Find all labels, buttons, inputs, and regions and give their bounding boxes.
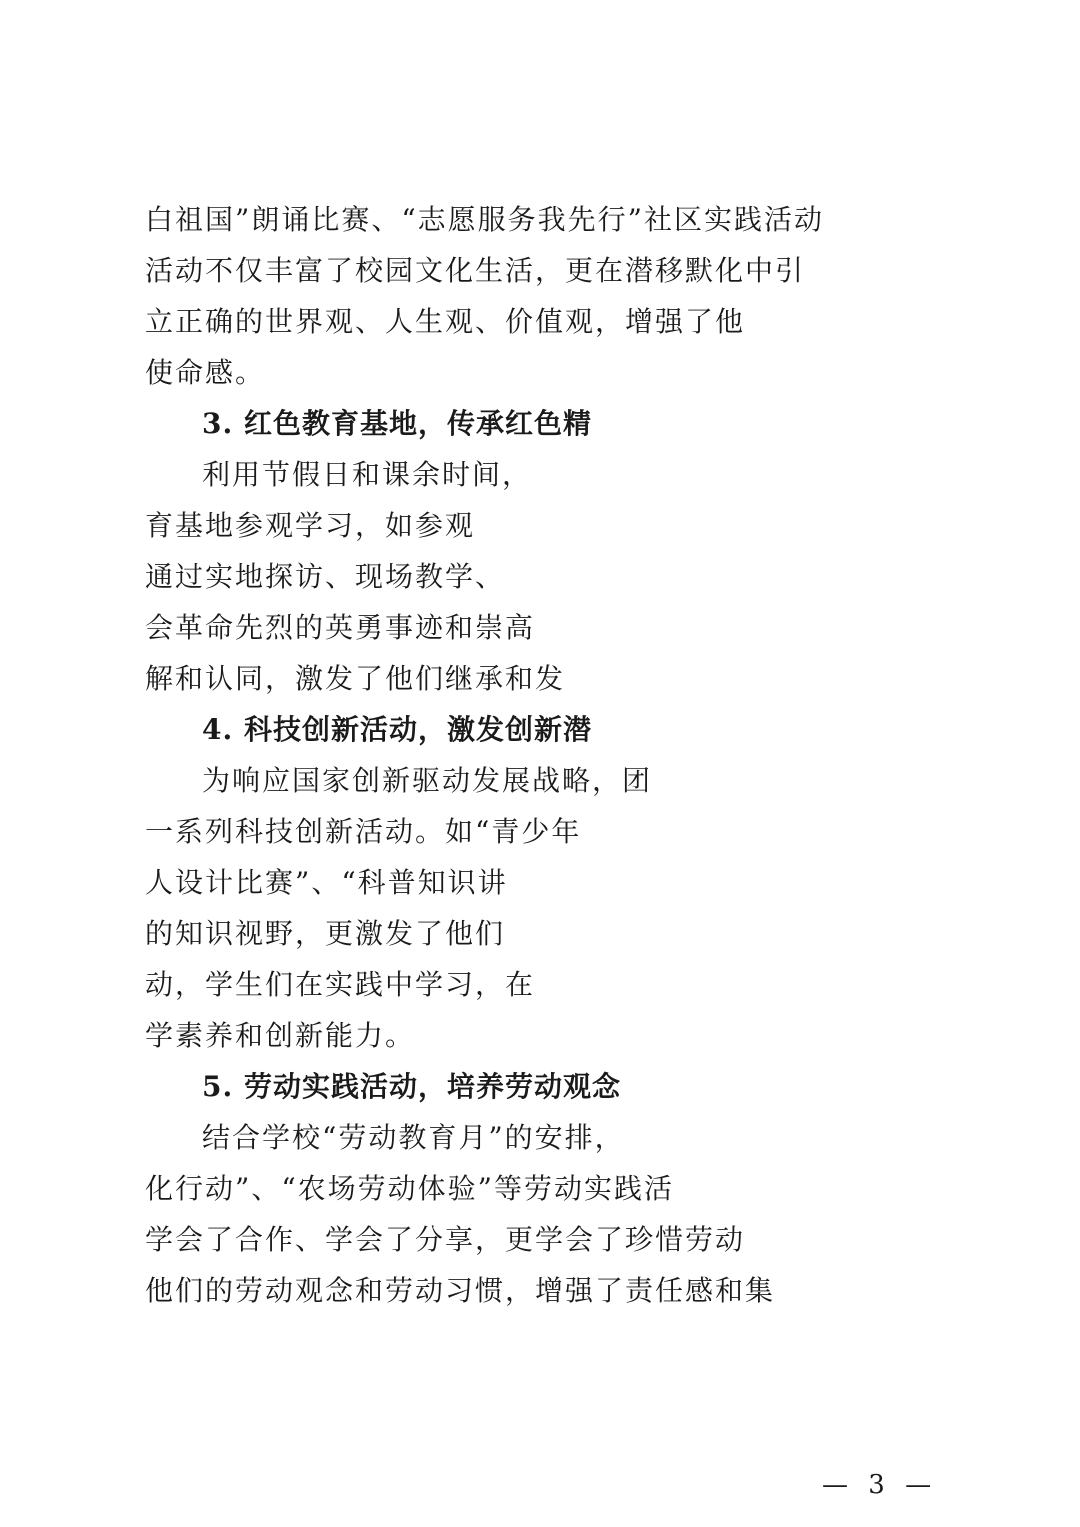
paragraph-line: 育基地参观学习，如参观 [145,509,476,542]
page-number: — 3 — [822,1470,938,1500]
paragraph-line: 为响应国家创新驱动发展战略，团 [202,764,653,797]
section-heading-4: 4. 科技创新活动，激发创新潜 [202,713,592,746]
paragraph-line: 会革命先烈的英勇事迹和崇高 [145,611,536,644]
paragraph-line: 动，学生们在实践中学习，在 [145,968,536,1001]
paragraph-line: 一系列科技创新活动。如“青少年 [145,815,582,848]
paragraph-line: 立正确的世界观、人生观、价值观，增强了他 [145,305,746,338]
paragraph-line: 通过实地探访、现场教学、 [145,560,506,593]
paragraph-line: 结合学校“劳动教育月”的安排， [202,1121,625,1154]
paragraph-line: 的知识视野，更激发了他们 [145,917,506,950]
paragraph-line: 使命感。 [145,356,266,389]
paragraph-line: 学会了合作、学会了分享，更学会了珍惜劳动 [145,1223,746,1256]
paragraph-line: 白祖国”朗诵比赛、“志愿服务我先行”社区实践活动 [145,203,824,236]
paragraph-line: 利用节假日和课余时间， [202,458,533,491]
paragraph-line: 化行动”、“农场劳动体验”等劳动实践活 [145,1172,674,1205]
section-heading-5: 5. 劳动实践活动，培养劳动观念 [202,1070,621,1103]
section-heading-3: 3. 红色教育基地，传承红色精 [202,407,592,440]
paragraph-line: 人设计比赛”、“科普知识讲 [145,866,508,899]
paragraph-line: 学素养和创新能力。 [145,1019,416,1052]
paragraph-line: 解和认同，激发了他们继承和发 [145,662,566,695]
paragraph-line: 他们的劳动观念和劳动习惯，增强了责任感和集 [145,1274,776,1307]
paragraph-line: 活动不仅丰富了校园文化生活，更在潜移默化中引 [145,254,806,287]
